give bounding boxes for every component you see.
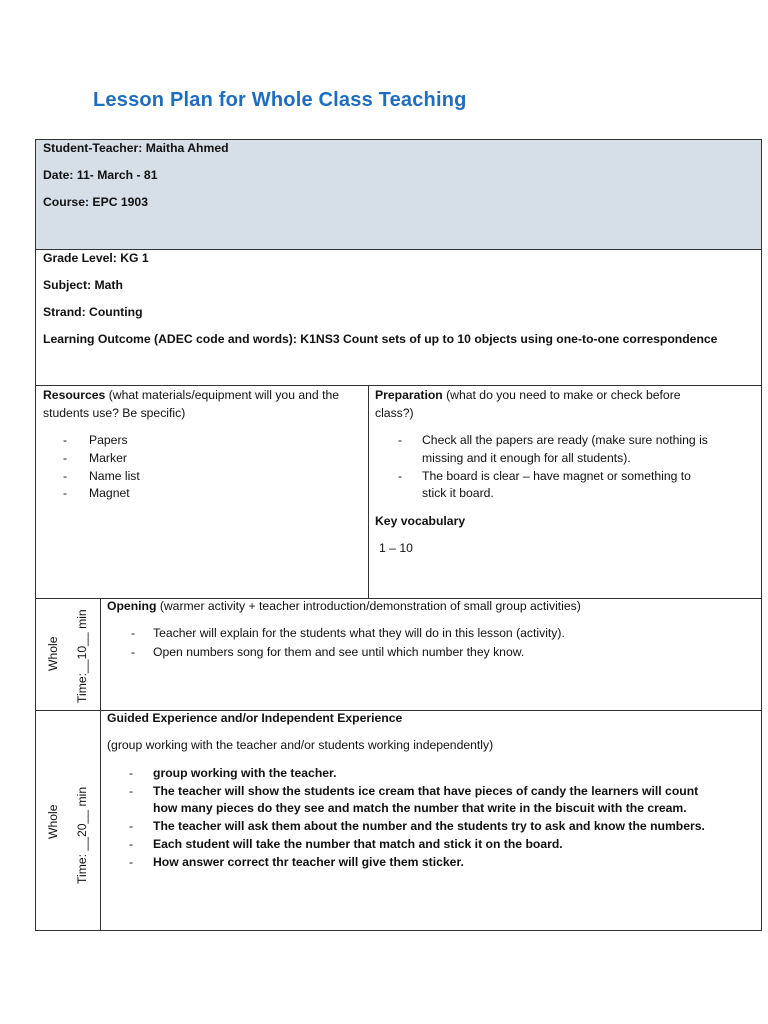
list-dash: - [131, 645, 136, 659]
page-title: Lesson Plan for Whole Class Teaching [93, 89, 467, 111]
list-dash: - [129, 837, 134, 851]
subject: Subject: Math [43, 278, 123, 292]
student-teacher: Student-Teacher: Maitha Ahmed [43, 141, 229, 155]
resources-desc-2: students use? Be specific) [43, 406, 186, 420]
guided-subtitle: (group working with the teacher and/or students working independently) [107, 738, 494, 752]
preparation-item: Check all the papers are ready (make sure nothing is [422, 433, 708, 447]
guided-heading: Guided Experience and/or Independent Experience [107, 711, 403, 725]
guided-side-cell [35, 710, 101, 931]
guided-item: How answer correct thr teacher will give them sticker. [153, 855, 464, 869]
lesson-info-block [35, 249, 762, 386]
guided-item: group working with the teacher. [153, 766, 337, 780]
opening-time-label: Time:__10__ min [75, 609, 89, 703]
list-dash: - [129, 819, 134, 833]
preparation-item: The board is clear – have magnet or something to [422, 469, 691, 483]
preparation-desc-2: class?) [375, 406, 414, 420]
resources-desc-1 [43, 386, 339, 404]
resources-cell [35, 385, 369, 599]
list-dash: - [63, 451, 68, 465]
key-vocabulary-heading: Key vocabulary [375, 514, 466, 528]
opening-whole-label: Whole [46, 636, 60, 671]
course-code: Course: EPC 1903 [43, 195, 148, 209]
resources-heading: Resources [43, 388, 106, 402]
resource-item: Magnet [89, 486, 130, 500]
opening-cell [100, 598, 762, 711]
preparation-cell [368, 385, 762, 599]
list-dash: - [398, 433, 403, 447]
preparation-desc-1 [375, 386, 681, 404]
opening-heading: Opening [107, 599, 157, 613]
resource-item: Name list [89, 469, 140, 483]
list-dash: - [131, 626, 136, 640]
lesson-date: Date: 11- March - 81 [43, 168, 158, 182]
opening-desc-text: (warmer activity + teacher introduction/demonstration of small group activities) [156, 599, 581, 613]
preparation-heading: Preparation [375, 388, 443, 402]
guided-item: The teacher will ask them about the number and the students try to ask and know the numbers. [153, 819, 705, 833]
list-dash: - [129, 784, 134, 798]
guided-item: Each student will take the number that match and stick it on the board. [153, 837, 563, 851]
resources-desc-text: (what materials/equipment will you and the [105, 388, 340, 402]
guided-cell [100, 710, 762, 931]
opening-item: Open numbers song for them and see until which number they know. [153, 645, 525, 659]
list-dash: - [63, 433, 68, 447]
strand: Strand: Counting [43, 305, 143, 319]
opening-side-cell [35, 598, 101, 711]
list-dash: - [63, 469, 68, 483]
list-dash: - [129, 766, 134, 780]
list-dash: - [398, 469, 403, 483]
guided-item: The teacher will show the students ice cream that have pieces of candy the learners will count [153, 784, 699, 798]
learning-outcome: Learning Outcome (ADEC code and words): K1NS3 Count sets of up to 10 objects using one-to-one correspondence [43, 332, 718, 346]
opening-item: Teacher will explain for the students what they will do in this lesson (activity). [153, 626, 565, 640]
key-vocabulary: 1 – 10 [379, 541, 413, 555]
guided-whole-label: Whole [46, 804, 60, 839]
grade-level: Grade Level: KG 1 [43, 251, 149, 265]
preparation-item-cont: missing and it enough for all students). [422, 451, 631, 465]
preparation-desc-text: (what do you need to make or check before [442, 388, 681, 402]
list-dash: - [129, 855, 134, 869]
opening-desc [107, 597, 581, 615]
guided-item-cont: how many pieces do they see and match the number that write in the biscuit with the cream. [153, 801, 687, 815]
resource-item: Papers [89, 433, 128, 447]
guided-time-label: Time: __20__ min [75, 786, 89, 884]
resource-item: Marker [89, 451, 127, 465]
preparation-item-cont: stick it board. [422, 486, 494, 500]
list-dash: - [63, 486, 68, 500]
student-info-block [35, 139, 762, 250]
